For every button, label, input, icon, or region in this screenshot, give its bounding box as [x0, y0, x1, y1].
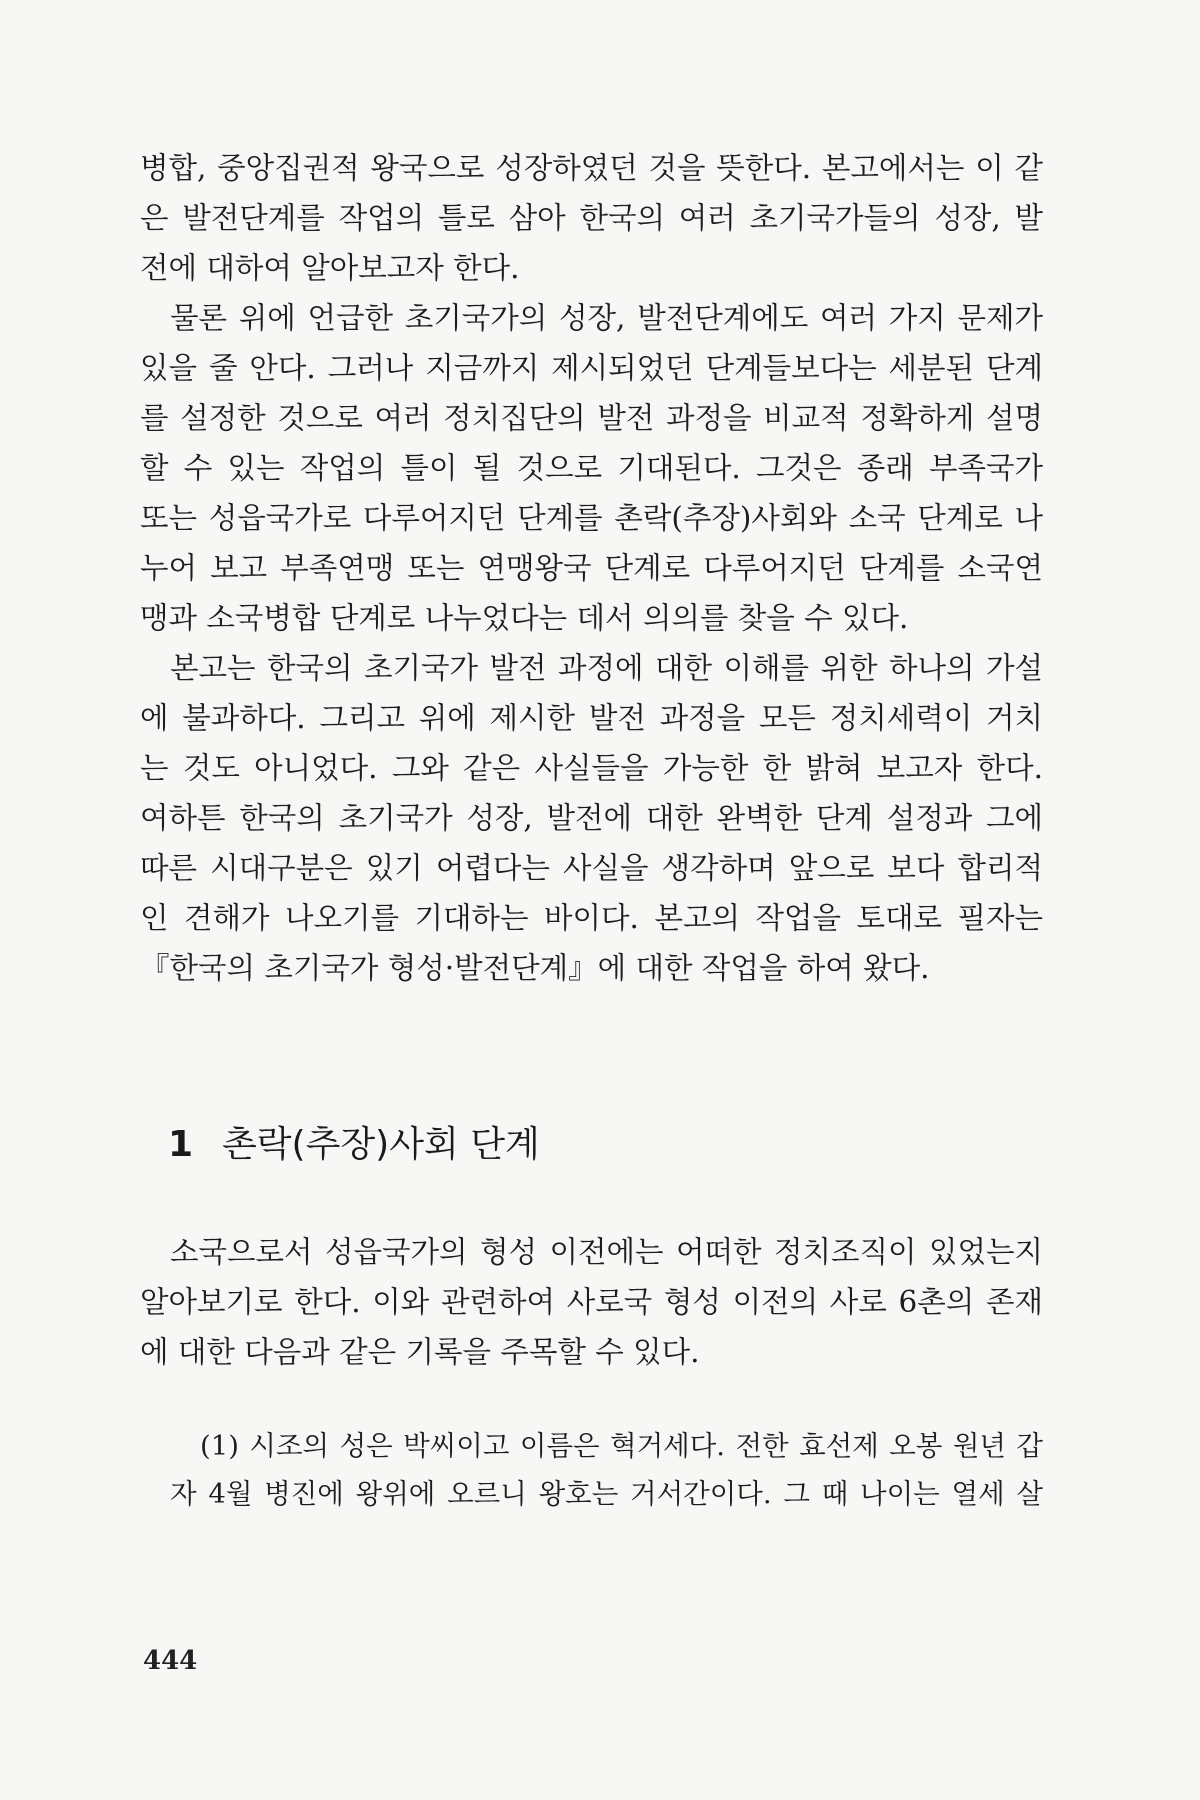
text-line: 여하튼 한국의 초기국가 성장, 발전에 대한 완벽한 단계 설정과 그에 [140, 801, 1043, 835]
text-line: 에 불과하다. 그리고 위에 제시한 발전 과정을 모든 정치세력이 거치 [140, 701, 1043, 735]
text-line: 물론 위에 언급한 초기국가의 성장, 발전단계에도 여러 가지 문제가 [170, 301, 1043, 335]
text-line: 『한국의 초기국가 형성·발전단계』에 대한 작업을 하여 왔다. [140, 951, 930, 985]
text-line: 본고는 한국의 초기국가 발전 과정에 대한 이해를 위한 하나의 가설 [170, 651, 1043, 685]
text-line: 소국으로서 성읍국가의 형성 이전에는 어떠한 정치조직이 있었는지 [170, 1235, 1043, 1269]
section-title: 촌락(추장)사회 단계 [222, 1124, 540, 1165]
section-number: 1 [168, 1124, 194, 1165]
text-line: 병합, 중앙집권적 왕국으로 성장하였던 것을 뜻한다. 본고에서는 이 같 [140, 151, 1043, 185]
text-line: 알아보기로 한다. 이와 관련하여 사로국 형성 이전의 사로 6촌의 존재 [140, 1285, 1043, 1319]
text-line: 또는 성읍국가로 다루어지던 단계를 촌락(추장)사회와 소국 단계로 나 [140, 501, 1043, 535]
text-line: 있을 줄 안다. 그러나 지금까지 제시되었던 단계들보다는 세분된 단계 [140, 351, 1043, 385]
text-line: 를 설정한 것으로 여러 정치집단의 발전 과정을 비교적 정확하게 설명 [140, 401, 1043, 435]
page-number: 444 [143, 1646, 198, 1676]
text-line: 할 수 있는 작업의 틀이 될 것으로 기대된다. 그것은 종래 부족국가 [140, 451, 1043, 485]
quote-line: (1) 시조의 성은 박씨이고 이름은 혁거세다. 전한 효선제 오봉 원년 갑 [200, 1430, 1043, 1462]
text-line: 은 발전단계를 작업의 틀로 삼아 한국의 여러 초기국가들의 성장, 발 [140, 201, 1043, 235]
text-line: 인 견해가 나오기를 기대하는 바이다. 본고의 작업을 토대로 필자는 [140, 901, 1043, 935]
section-heading [168, 1120, 540, 1170]
text-line: 에 대한 다음과 같은 기록을 주목할 수 있다. [140, 1335, 700, 1369]
text-line: 맹과 소국병합 단계로 나누었다는 데서 의의를 찾을 수 있다. [140, 601, 909, 635]
text-line: 누어 보고 부족연맹 또는 연맹왕국 단계로 다루어지던 단계를 소국연 [140, 551, 1043, 585]
text-line: 따른 시대구분은 있기 어렵다는 사실을 생각하며 앞으로 보다 합리적 [140, 851, 1043, 885]
quote-line: 자 4월 병진에 왕위에 오르니 왕호는 거서간이다. 그 때 나이는 열세 살 [170, 1478, 1043, 1510]
text-line: 전에 대하여 알아보고자 한다. [140, 251, 520, 285]
text-line: 는 것도 아니었다. 그와 같은 사실들을 가능한 한 밝혀 보고자 한다. [140, 751, 1043, 785]
